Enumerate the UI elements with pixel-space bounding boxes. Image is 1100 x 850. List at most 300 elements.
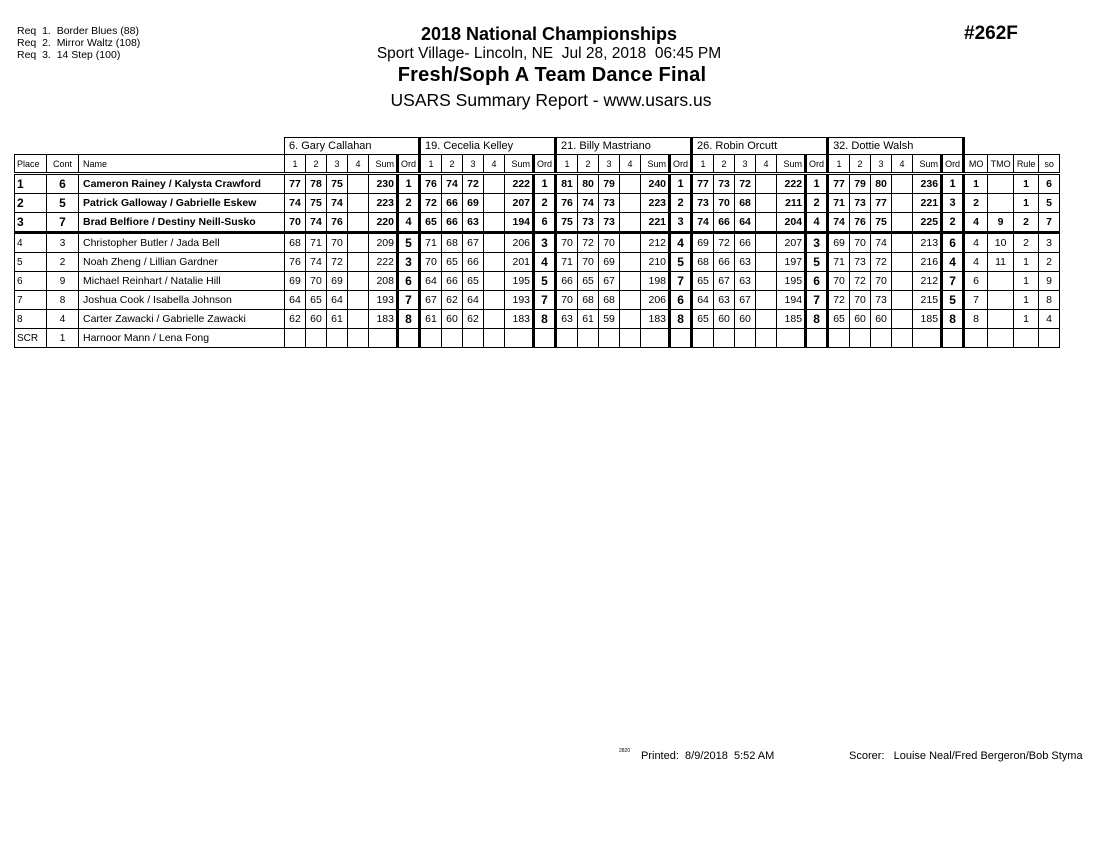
printed-timestamp: Printed: 8/9/2018 5:52 AM — [641, 750, 775, 762]
score-cell — [756, 272, 777, 291]
score-cell — [484, 233, 505, 253]
score-cell: 70 — [327, 233, 348, 253]
ordinal-cell: 4 — [670, 233, 692, 253]
sum-cell: 236 — [913, 174, 942, 194]
result-row — [15, 291, 1060, 310]
so-cell — [1039, 329, 1060, 348]
score-cell — [348, 310, 369, 329]
championship-title: 2018 National Championships — [420, 24, 678, 44]
score-cell: 74 — [692, 213, 714, 233]
result-row — [15, 253, 1060, 272]
score-cell — [620, 310, 641, 329]
place-cell: 1 — [15, 174, 47, 194]
ordinal-cell — [398, 329, 420, 348]
score-cell: 68 — [578, 291, 599, 310]
score-cell: 67 — [714, 272, 735, 291]
score-cell: 65 — [828, 310, 850, 329]
sum-cell — [913, 329, 942, 348]
score-cell: 71 — [420, 233, 442, 253]
col-header-sum: Sum — [369, 155, 398, 174]
score-cell: 66 — [442, 194, 463, 213]
couple-name-cell: Brad Belfiore / Destiny Neill-Susko — [79, 213, 285, 233]
rule-cell: 1 — [1014, 272, 1039, 291]
score-cell: 70 — [556, 233, 578, 253]
score-cell: 70 — [871, 272, 892, 291]
score-cell — [348, 213, 369, 233]
tmo-cell — [988, 194, 1014, 213]
score-cell: 61 — [578, 310, 599, 329]
so-cell: 7 — [1039, 213, 1060, 233]
score-cell: 72 — [871, 253, 892, 272]
score-cell — [871, 329, 892, 348]
col-header-score: 1 — [692, 155, 714, 174]
requirement-3: Req 3. 14 Step (100) — [17, 49, 121, 61]
ordinal-cell: 7 — [398, 291, 420, 310]
col-header-so: so — [1039, 155, 1060, 174]
col-header-score: 2 — [578, 155, 599, 174]
place-cell: 2 — [15, 194, 47, 213]
ordinal-cell: 5 — [806, 253, 828, 272]
ordinal-cell: 5 — [534, 272, 556, 291]
score-cell: 60 — [306, 310, 327, 329]
tmo-cell — [988, 174, 1014, 194]
sum-cell: 222 — [777, 174, 806, 194]
score-cell: 67 — [420, 291, 442, 310]
score-cell: 73 — [692, 194, 714, 213]
score-cell — [484, 291, 505, 310]
ordinal-cell: 2 — [398, 194, 420, 213]
score-cell — [892, 291, 913, 310]
score-cell — [484, 174, 505, 194]
judge-name: 32. Dottie Walsh — [828, 138, 964, 155]
tmo-cell: 11 — [988, 253, 1014, 272]
score-cell: 60 — [442, 310, 463, 329]
score-cell: 75 — [327, 174, 348, 194]
ordinal-cell — [942, 329, 964, 348]
contestant-number-cell: 9 — [47, 272, 79, 291]
judge-name: 21. Billy Mastriano — [556, 138, 692, 155]
score-cell — [348, 194, 369, 213]
ordinal-cell: 2 — [942, 213, 964, 233]
score-cell: 70 — [578, 253, 599, 272]
score-cell: 72 — [327, 253, 348, 272]
col-header-ord: Ord — [670, 155, 692, 174]
place-cell: 3 — [15, 213, 47, 233]
ordinal-cell: 7 — [942, 272, 964, 291]
tmo-cell — [988, 329, 1014, 348]
couple-name-cell: Carter Zawacki / Gabrielle Zawacki — [79, 310, 285, 329]
couple-name-cell: Noah Zheng / Lillian Gardner — [79, 253, 285, 272]
score-cell — [599, 329, 620, 348]
ordinal-cell: 8 — [806, 310, 828, 329]
score-cell: 77 — [285, 174, 306, 194]
rule-cell: 1 — [1014, 310, 1039, 329]
ordinal-cell — [670, 329, 692, 348]
score-cell — [620, 233, 641, 253]
score-cell: 66 — [714, 253, 735, 272]
mo-cell: 8 — [964, 310, 988, 329]
mo-cell: 4 — [964, 233, 988, 253]
score-cell — [484, 272, 505, 291]
score-cell: 63 — [735, 272, 756, 291]
col-header-score: 3 — [463, 155, 484, 174]
score-cell: 73 — [714, 174, 735, 194]
col-header-score: 2 — [850, 155, 871, 174]
score-cell: 66 — [463, 253, 484, 272]
score-cell — [692, 329, 714, 348]
ordinal-cell: 8 — [942, 310, 964, 329]
sum-cell: 183 — [505, 310, 534, 329]
col-header-score: 4 — [620, 155, 641, 174]
score-cell: 71 — [556, 253, 578, 272]
judge-header-row — [15, 138, 1060, 155]
tmo-cell — [988, 291, 1014, 310]
ordinal-cell: 2 — [534, 194, 556, 213]
score-cell: 81 — [556, 174, 578, 194]
ordinal-cell: 6 — [942, 233, 964, 253]
place-cell: 4 — [15, 233, 47, 253]
col-header-score: 3 — [735, 155, 756, 174]
score-cell — [892, 213, 913, 233]
score-cell: 70 — [420, 253, 442, 272]
col-header-score: 3 — [599, 155, 620, 174]
score-cell — [463, 329, 484, 348]
tmo-cell: 9 — [988, 213, 1014, 233]
sum-cell: 204 — [777, 213, 806, 233]
score-cell — [484, 329, 505, 348]
score-cell — [484, 194, 505, 213]
couple-name-cell: Cameron Rainey / Kalysta Crawford — [79, 174, 285, 194]
score-cell — [714, 329, 735, 348]
ordinal-cell: 1 — [398, 174, 420, 194]
sum-cell: 216 — [913, 253, 942, 272]
requirement-1: Req 1. Border Blues (88) — [17, 25, 139, 37]
score-cell: 72 — [850, 272, 871, 291]
score-cell: 61 — [327, 310, 348, 329]
result-row — [15, 272, 1060, 291]
score-cell — [620, 253, 641, 272]
score-cell: 68 — [599, 291, 620, 310]
ordinal-cell: 5 — [670, 253, 692, 272]
score-cell: 71 — [828, 194, 850, 213]
score-cell — [306, 329, 327, 348]
ordinal-cell: 8 — [534, 310, 556, 329]
score-cell — [348, 291, 369, 310]
mo-cell: 7 — [964, 291, 988, 310]
score-cell: 70 — [599, 233, 620, 253]
report-title: USARS Summary Report - www.usars.us — [390, 90, 712, 110]
sum-cell: 185 — [913, 310, 942, 329]
score-cell — [892, 329, 913, 348]
sum-cell: 183 — [641, 310, 670, 329]
score-cell: 66 — [735, 233, 756, 253]
header-spacer — [15, 138, 285, 155]
score-cell — [348, 329, 369, 348]
sum-cell: 215 — [913, 291, 942, 310]
score-cell: 60 — [735, 310, 756, 329]
col-header-score: 4 — [892, 155, 913, 174]
score-cell: 59 — [599, 310, 620, 329]
score-cell: 66 — [714, 213, 735, 233]
score-cell: 66 — [556, 272, 578, 291]
score-cell: 77 — [871, 194, 892, 213]
col-header-mo: MO — [964, 155, 988, 174]
score-cell: 68 — [285, 233, 306, 253]
score-cell: 74 — [327, 194, 348, 213]
ordinal-cell: 6 — [806, 272, 828, 291]
score-cell: 79 — [599, 174, 620, 194]
score-cell — [327, 329, 348, 348]
score-cell — [850, 329, 871, 348]
score-cell: 72 — [735, 174, 756, 194]
score-cell — [620, 194, 641, 213]
so-cell: 6 — [1039, 174, 1060, 194]
rule-cell: 1 — [1014, 194, 1039, 213]
score-cell — [620, 291, 641, 310]
sum-cell: 208 — [369, 272, 398, 291]
score-cell: 71 — [828, 253, 850, 272]
score-cell — [484, 213, 505, 233]
score-cell — [756, 329, 777, 348]
contestant-number-cell: 5 — [47, 194, 79, 213]
col-header-sum: Sum — [777, 155, 806, 174]
score-cell — [828, 329, 850, 348]
ordinal-cell — [806, 329, 828, 348]
venue-datetime: Sport Village- Lincoln, NE Jul 28, 2018 06:45 PM — [376, 45, 722, 62]
score-cell: 70 — [714, 194, 735, 213]
event-number: #262F — [964, 23, 1018, 44]
score-cell: 76 — [850, 213, 871, 233]
score-cell: 69 — [285, 272, 306, 291]
score-cell: 80 — [578, 174, 599, 194]
score-cell: 76 — [285, 253, 306, 272]
contestant-number-cell: 3 — [47, 233, 79, 253]
score-cell: 72 — [828, 291, 850, 310]
score-cell: 69 — [599, 253, 620, 272]
sum-cell: 197 — [777, 253, 806, 272]
score-cell: 63 — [714, 291, 735, 310]
score-cell: 69 — [692, 233, 714, 253]
col-header-rule: Rule — [1014, 155, 1039, 174]
mo-cell: 4 — [964, 213, 988, 233]
col-header-score: 1 — [556, 155, 578, 174]
ordinal-cell: 5 — [942, 291, 964, 310]
col-header-ord: Ord — [534, 155, 556, 174]
score-cell: 65 — [442, 253, 463, 272]
score-cell: 75 — [306, 194, 327, 213]
score-cell — [756, 174, 777, 194]
score-cell — [578, 329, 599, 348]
col-header-sum: Sum — [641, 155, 670, 174]
rule-cell: 2 — [1014, 233, 1039, 253]
score-cell: 67 — [735, 291, 756, 310]
score-cell — [348, 174, 369, 194]
ordinal-cell: 4 — [398, 213, 420, 233]
score-cell — [892, 194, 913, 213]
score-cell: 69 — [463, 194, 484, 213]
score-cell: 72 — [420, 194, 442, 213]
score-cell: 69 — [327, 272, 348, 291]
ordinal-cell: 2 — [670, 194, 692, 213]
sum-cell: 209 — [369, 233, 398, 253]
score-cell — [756, 233, 777, 253]
score-cell: 73 — [871, 291, 892, 310]
judge-name: 19. Cecelia Kelley — [420, 138, 556, 155]
score-cell: 78 — [306, 174, 327, 194]
score-cell — [892, 310, 913, 329]
score-cell — [556, 329, 578, 348]
score-cell: 68 — [735, 194, 756, 213]
sum-cell: 240 — [641, 174, 670, 194]
rule-cell: 1 — [1014, 174, 1039, 194]
score-cell: 70 — [850, 233, 871, 253]
couple-name-cell: Harnoor Mann / Lena Fong — [79, 329, 285, 348]
score-cell: 64 — [285, 291, 306, 310]
score-cell — [892, 174, 913, 194]
ordinal-cell: 7 — [806, 291, 828, 310]
col-header-cont: Cont — [47, 155, 79, 174]
score-cell — [892, 233, 913, 253]
score-cell: 71 — [306, 233, 327, 253]
score-cell: 73 — [599, 213, 620, 233]
rule-cell — [1014, 329, 1039, 348]
score-cell: 63 — [735, 253, 756, 272]
sum-cell: 222 — [369, 253, 398, 272]
result-row — [15, 174, 1060, 194]
score-cell: 60 — [871, 310, 892, 329]
ordinal-cell: 4 — [942, 253, 964, 272]
col-header-score: 1 — [828, 155, 850, 174]
sum-cell: 221 — [913, 194, 942, 213]
sum-cell: 223 — [369, 194, 398, 213]
score-cell: 66 — [442, 272, 463, 291]
score-cell: 70 — [850, 291, 871, 310]
score-cell: 69 — [828, 233, 850, 253]
sum-cell: 194 — [505, 213, 534, 233]
ordinal-cell: 7 — [670, 272, 692, 291]
score-cell: 67 — [463, 233, 484, 253]
score-cell: 67 — [599, 272, 620, 291]
score-cell: 70 — [306, 272, 327, 291]
score-cell: 65 — [463, 272, 484, 291]
ordinal-cell: 3 — [670, 213, 692, 233]
contestant-number-cell: 4 — [47, 310, 79, 329]
col-header-score: 4 — [756, 155, 777, 174]
ordinal-cell: 4 — [534, 253, 556, 272]
ordinal-cell: 8 — [670, 310, 692, 329]
score-cell: 74 — [285, 194, 306, 213]
score-cell: 74 — [306, 213, 327, 233]
sum-cell: 198 — [641, 272, 670, 291]
col-header-score: 4 — [348, 155, 369, 174]
scorer-list: Scorer: Louise Neal/Fred Bergeron/Bob Styma — [849, 750, 1083, 762]
results-table — [14, 137, 1060, 348]
couple-name-cell: Patrick Galloway / Gabrielle Eskew — [79, 194, 285, 213]
score-cell — [420, 329, 442, 348]
sum-cell: 223 — [641, 194, 670, 213]
score-cell: 76 — [420, 174, 442, 194]
ordinal-cell: 5 — [398, 233, 420, 253]
score-cell: 68 — [692, 253, 714, 272]
sum-cell: 207 — [505, 194, 534, 213]
score-cell — [620, 174, 641, 194]
score-cell: 62 — [442, 291, 463, 310]
ordinal-cell: 1 — [670, 174, 692, 194]
score-cell — [735, 329, 756, 348]
place-cell: 6 — [15, 272, 47, 291]
ordinal-cell: 6 — [670, 291, 692, 310]
mo-cell — [964, 329, 988, 348]
mo-cell: 6 — [964, 272, 988, 291]
column-header-row — [15, 155, 1060, 174]
score-cell — [892, 272, 913, 291]
contestant-number-cell: 1 — [47, 329, 79, 348]
sum-cell: 221 — [641, 213, 670, 233]
score-cell: 62 — [463, 310, 484, 329]
sum-cell — [505, 329, 534, 348]
ordinal-cell: 3 — [398, 253, 420, 272]
score-cell: 75 — [556, 213, 578, 233]
place-cell: SCR — [15, 329, 47, 348]
col-header-score: 2 — [306, 155, 327, 174]
col-header-name: Name — [79, 155, 285, 174]
so-cell: 3 — [1039, 233, 1060, 253]
score-cell — [484, 310, 505, 329]
score-cell: 72 — [714, 233, 735, 253]
score-cell: 76 — [327, 213, 348, 233]
couple-name-cell: Michael Reinhart / Natalie Hill — [79, 272, 285, 291]
sum-cell: 206 — [641, 291, 670, 310]
sum-cell: 206 — [505, 233, 534, 253]
so-cell: 2 — [1039, 253, 1060, 272]
col-header-score: 2 — [714, 155, 735, 174]
ordinal-cell: 1 — [534, 174, 556, 194]
sum-cell: 225 — [913, 213, 942, 233]
result-row — [15, 233, 1060, 253]
score-cell — [348, 253, 369, 272]
col-header-score: 3 — [327, 155, 348, 174]
score-cell: 62 — [285, 310, 306, 329]
sum-cell: 195 — [505, 272, 534, 291]
score-cell — [620, 213, 641, 233]
score-cell — [348, 272, 369, 291]
ordinal-cell: 6 — [534, 213, 556, 233]
score-cell: 60 — [850, 310, 871, 329]
score-cell: 65 — [692, 310, 714, 329]
place-cell: 8 — [15, 310, 47, 329]
score-cell: 64 — [420, 272, 442, 291]
score-cell — [348, 233, 369, 253]
so-cell: 8 — [1039, 291, 1060, 310]
rule-cell: 2 — [1014, 213, 1039, 233]
sum-cell: 230 — [369, 174, 398, 194]
ordinal-cell: 1 — [942, 174, 964, 194]
contestant-number-cell: 8 — [47, 291, 79, 310]
col-header-ord: Ord — [942, 155, 964, 174]
place-cell: 5 — [15, 253, 47, 272]
mo-cell: 1 — [964, 174, 988, 194]
score-cell: 65 — [306, 291, 327, 310]
contestant-number-cell: 2 — [47, 253, 79, 272]
sum-cell: 220 — [369, 213, 398, 233]
sum-cell: 212 — [913, 272, 942, 291]
score-cell: 73 — [578, 213, 599, 233]
score-cell: 64 — [692, 291, 714, 310]
rule-cell: 1 — [1014, 253, 1039, 272]
score-cell: 73 — [599, 194, 620, 213]
score-cell: 60 — [714, 310, 735, 329]
score-cell — [756, 310, 777, 329]
